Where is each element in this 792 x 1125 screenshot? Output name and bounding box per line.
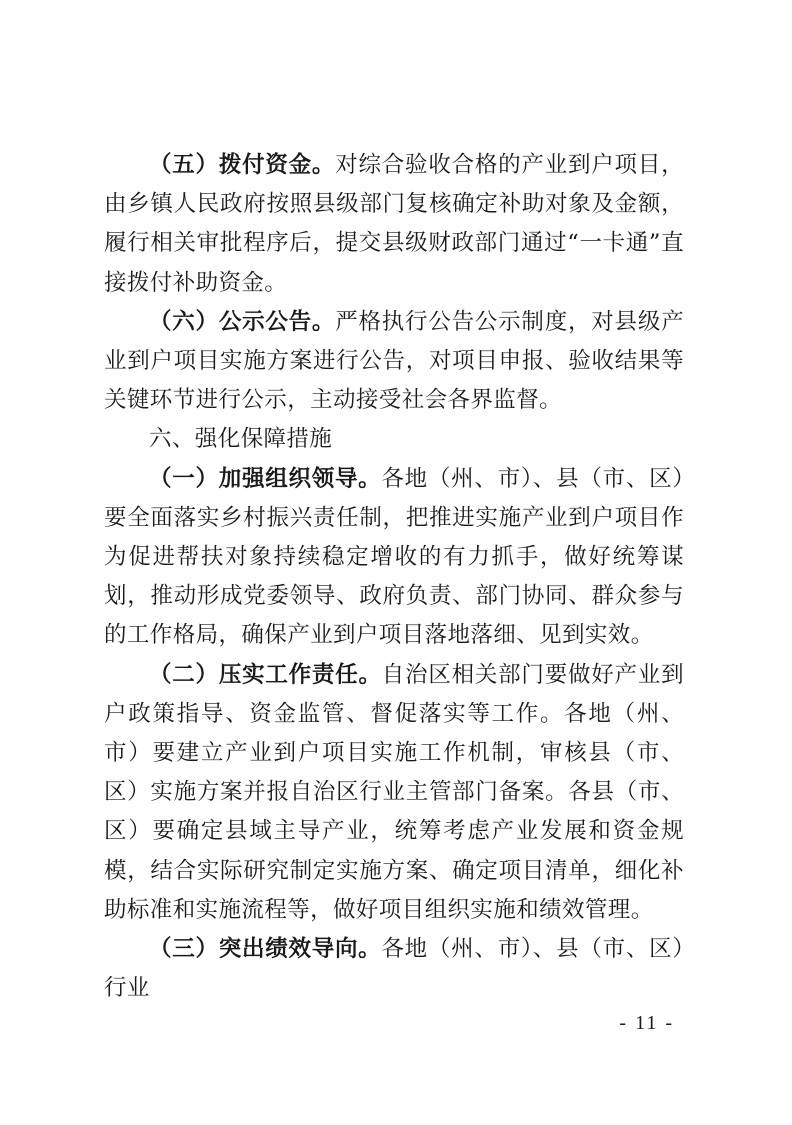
paragraph-heading: （六）公示公告。 [149, 308, 336, 335]
paragraph-allocate-funds [104, 146, 684, 303]
paragraph-text: 自治区相关部门要做好产业到户政策指导、资金监管、督促落实等工作。各地（州、市）要建立产业到户项目实施工作机制，审核县（市、区）实施方案并报自治区行业主管部门备案。各县（市、区）要确定县域主导产业，统筹考虑产业发展和资金规模，结合实际研究制定实施方案、确定项目清单，细化补助标准和实施流程等，做好项目组织实施和绩效管理。 [104, 661, 684, 923]
paragraph-work-responsibility [104, 656, 684, 930]
paragraph-heading: （五）拨付资金。 [149, 152, 336, 178]
page-number: - 11 - [619, 1012, 674, 1034]
paragraph-strengthen-leadership [104, 460, 684, 656]
paragraph-public-notice [104, 303, 684, 421]
paragraph-heading: （一）加强组织领导。 [149, 465, 382, 492]
section-title: 六、强化保障措施 [149, 426, 333, 453]
paragraph-heading: （三）突出绩效导向。 [149, 936, 382, 963]
paragraph-text: 对综合验收合格的产业到户项目，由乡镇人民政府按照县级部门复核确定补助对象及金额，履行相关审批程序后，提交县级财政部门通过“一卡通”直接拨付补助资金。 [104, 152, 684, 296]
paragraph-text: 严格执行公告公示制度，对县级产业到户项目实施方案进行公告，对项目申报、验收结果等关键环节进行公示，主动接受社会各界监督。 [104, 308, 684, 414]
paragraph-heading: （二）压实工作责任。 [149, 661, 382, 688]
document-body [104, 146, 684, 1008]
paragraph-text: 各地（州、市）、县（市、区）要全面落实乡村振兴责任制，把推进实施产业到户项目作为促进帮扶对象持续稳定增收的有力抓手，做好统筹谋划，推动形成党委领导、政府负责、部门协同、群众参与的工作格局，确保产业到户项目落地落细、见到实效。 [104, 465, 684, 649]
paragraph-performance-orientation [104, 930, 684, 1008]
paragraph-text: 各地（州、市）、县（市、区）行业 [104, 936, 684, 1002]
